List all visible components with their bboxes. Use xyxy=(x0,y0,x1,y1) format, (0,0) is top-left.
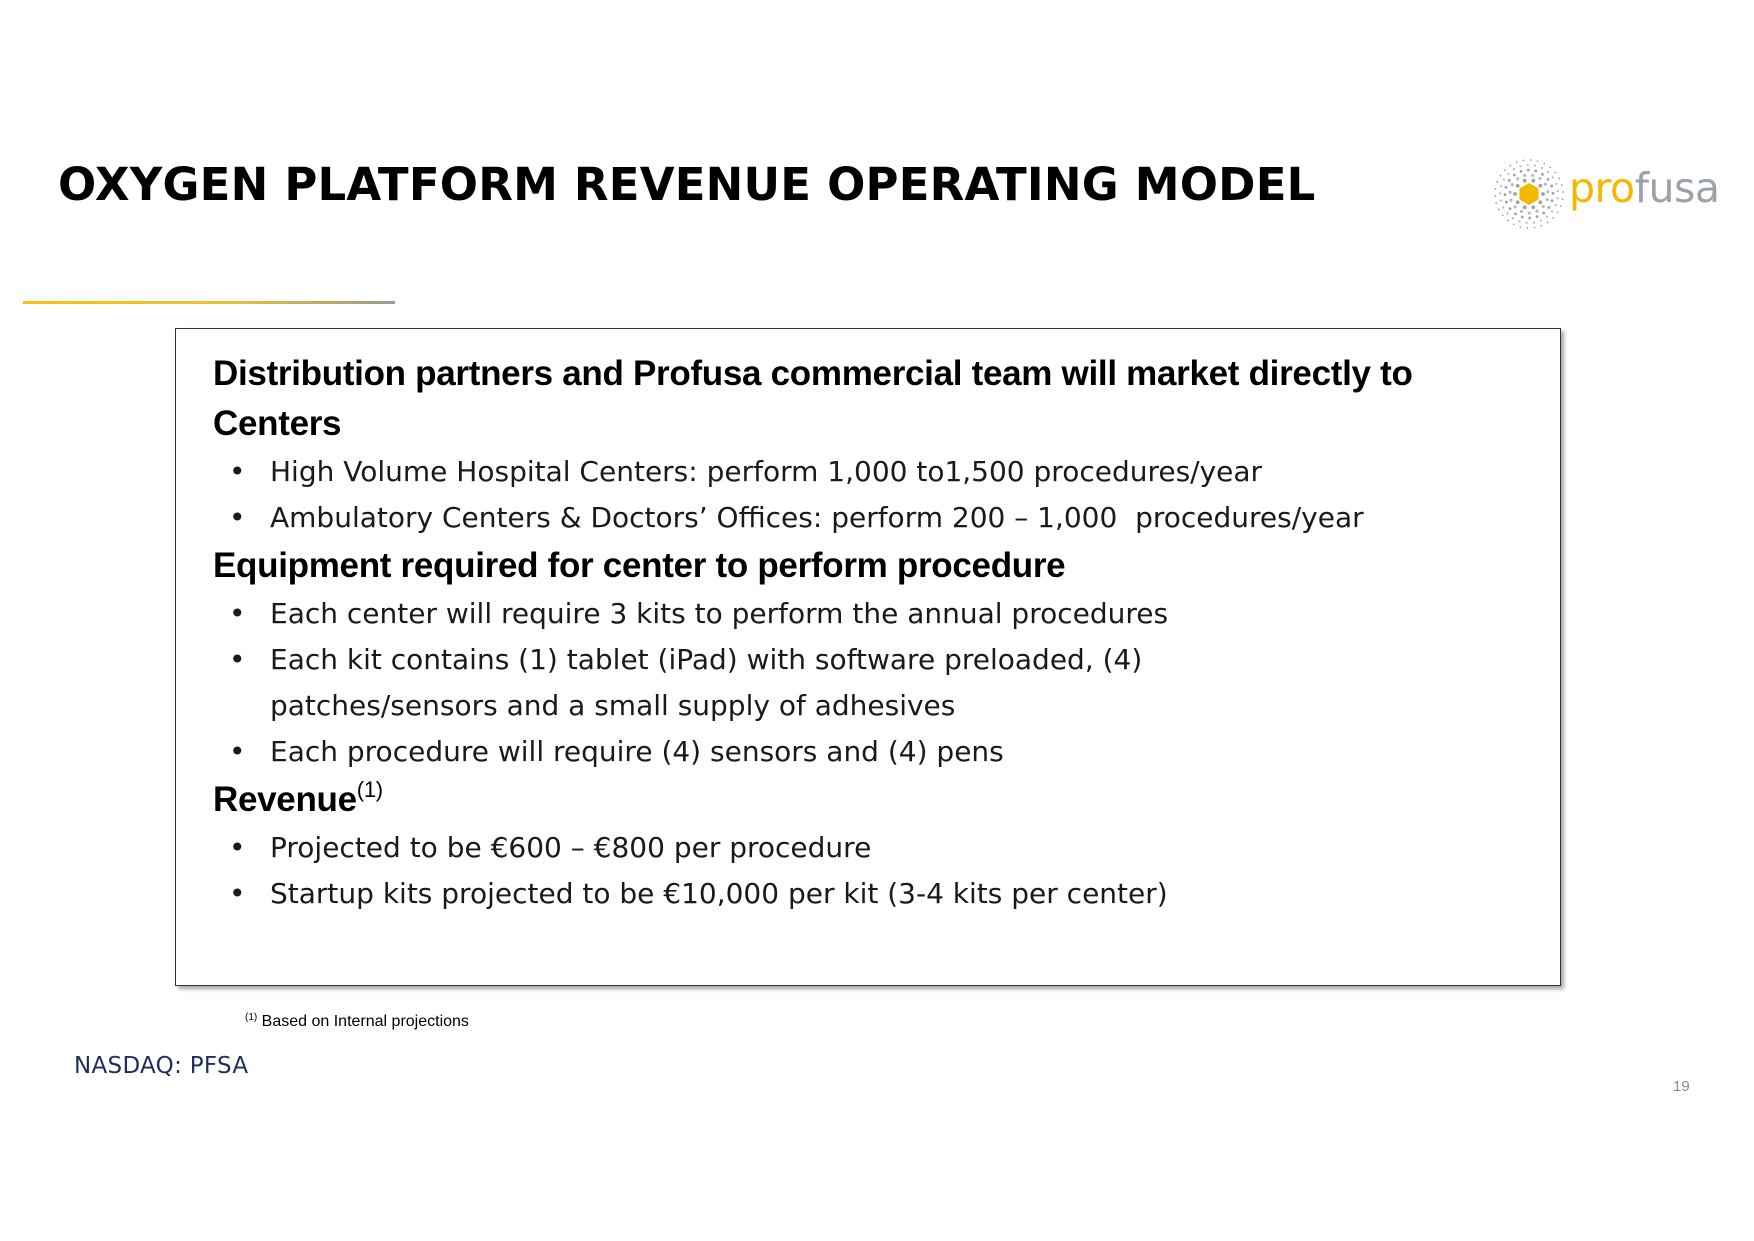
logo-dot xyxy=(1534,227,1536,229)
section-heading-text: Revenue xyxy=(213,780,357,819)
logo-dot xyxy=(1531,205,1535,209)
logo-text-pro: pro xyxy=(1569,164,1635,212)
logo-dot xyxy=(1520,170,1523,173)
logo-dot xyxy=(1542,205,1545,208)
logo-dot xyxy=(1513,205,1516,208)
logo-dot xyxy=(1547,178,1550,181)
logo-dot xyxy=(1523,179,1527,183)
logo-dot xyxy=(1495,188,1497,190)
logo-dot xyxy=(1552,217,1554,219)
page-number: 19 xyxy=(1673,1078,1690,1095)
logo-dot xyxy=(1500,199,1502,201)
footnote-marker: (1) xyxy=(356,777,383,802)
bullet-text: Each kit contains (1) tablet (iPad) with software preloaded, (4) patches/sensors and a small supply of adhesives xyxy=(270,643,1143,722)
title-accent-line xyxy=(23,301,395,304)
logo-dot xyxy=(1508,179,1511,182)
content-box xyxy=(175,328,1561,986)
bullet-list xyxy=(213,591,1520,775)
logo-dot xyxy=(1535,210,1538,213)
logo-dot xyxy=(1496,181,1498,183)
section-heading: Distribution partners and Profusa commercial team will market directly to Centers xyxy=(213,354,1413,443)
logo-dot xyxy=(1512,217,1514,219)
logo-dot xyxy=(1504,193,1507,196)
logo-dot xyxy=(1507,220,1509,222)
logo-dot xyxy=(1555,183,1557,185)
logo-dot xyxy=(1557,212,1559,214)
logo-dot xyxy=(1500,185,1502,187)
logo-hexagon xyxy=(1519,183,1538,205)
logo-dot xyxy=(1513,168,1515,170)
logo-dot xyxy=(1521,216,1524,219)
slide-title: OXYGEN PLATFORM REVENUE OPERATING MODEL xyxy=(58,158,1316,211)
logo-dot xyxy=(1551,199,1554,202)
logo-dot xyxy=(1518,220,1520,222)
logo-dot xyxy=(1523,174,1526,177)
logo-dot xyxy=(1516,200,1520,204)
logo-dot xyxy=(1536,215,1539,218)
logo-dot xyxy=(1506,212,1508,214)
bullet-list xyxy=(213,825,1520,917)
logo-dot xyxy=(1541,192,1545,196)
logo-dot xyxy=(1516,177,1519,180)
logo-dot xyxy=(1508,191,1511,194)
bullet-item xyxy=(213,637,1520,729)
logo-dot xyxy=(1514,212,1517,215)
logo-dot xyxy=(1498,209,1500,211)
logo-dot xyxy=(1541,173,1544,176)
logo-dot xyxy=(1504,169,1506,171)
footnote xyxy=(245,1013,469,1031)
logo-dot xyxy=(1562,198,1564,200)
logo-dot xyxy=(1509,198,1512,201)
logo-dot xyxy=(1528,217,1531,220)
profusa-hexagon-logo-icon xyxy=(1493,158,1565,230)
section-heading: Equipment required for center to perform procedure xyxy=(213,546,1066,585)
logo-dot xyxy=(1530,159,1532,161)
logo-dot xyxy=(1562,191,1564,193)
logo-dot xyxy=(1540,219,1542,221)
logo-dot xyxy=(1534,170,1537,173)
logo-dot xyxy=(1495,202,1497,204)
logo-dot xyxy=(1507,173,1509,175)
bullet-item xyxy=(213,449,1520,495)
logo-dot xyxy=(1516,161,1518,163)
bullet-item xyxy=(213,591,1520,637)
logo-dot xyxy=(1523,205,1527,209)
logo-dot xyxy=(1531,174,1534,177)
bullet-item xyxy=(213,729,1520,775)
logo-dot xyxy=(1540,225,1542,227)
logo-dot xyxy=(1538,177,1541,180)
logo-dot xyxy=(1547,206,1550,209)
logo-dot xyxy=(1528,211,1531,214)
logo-dot xyxy=(1502,206,1504,208)
logo-dot xyxy=(1499,192,1501,194)
logo-dot xyxy=(1549,167,1551,169)
logo-dot xyxy=(1511,183,1514,186)
section-equipment xyxy=(213,541,1520,775)
logo-dot xyxy=(1505,186,1508,189)
logo-dot xyxy=(1527,164,1529,166)
logo-dot xyxy=(1502,215,1504,217)
logo-dot xyxy=(1534,164,1536,166)
logo-dot xyxy=(1503,178,1505,180)
bullet-item xyxy=(213,871,1520,917)
logo-dot xyxy=(1513,192,1517,196)
logo-dot xyxy=(1533,221,1535,223)
logo-dot xyxy=(1519,165,1521,167)
bullet-text: Ambulatory Centers & Doctors’ Offices: perform 200 – 1,000 procedures/year xyxy=(270,501,1364,534)
section-heading xyxy=(213,775,1520,825)
logo-dot xyxy=(1546,216,1548,218)
bullet-text: High Volume Hospital Centers: perform 1,000 to1,500 procedures/year xyxy=(270,455,1263,488)
logo-dot xyxy=(1513,174,1516,177)
section-revenue xyxy=(213,775,1520,917)
logo-dot xyxy=(1523,160,1525,162)
logo-dot xyxy=(1542,212,1545,215)
logo-dot xyxy=(1544,183,1547,186)
bullet-text: Each procedure will require (4) sensors and (4) pens xyxy=(270,735,1004,768)
section-distribution xyxy=(213,349,1520,541)
logo-dot xyxy=(1557,197,1559,199)
logo-text-fusa: fusa xyxy=(1634,164,1720,212)
logo-dot xyxy=(1500,175,1502,177)
ticker-symbol: NASDAQ: PFSA xyxy=(74,1053,249,1079)
logo-dot xyxy=(1520,210,1523,213)
bullet-list xyxy=(213,449,1520,541)
logo-dot xyxy=(1546,198,1549,201)
logo-dot xyxy=(1516,184,1520,188)
logo-dot xyxy=(1509,207,1512,210)
logo-dot xyxy=(1555,204,1557,206)
logo-dot xyxy=(1550,185,1553,188)
logo-dot xyxy=(1494,195,1496,197)
logo-dot xyxy=(1538,184,1542,188)
footnote-marker: (1) xyxy=(245,1012,258,1023)
logo-dot xyxy=(1551,210,1553,212)
footnote-text: Based on Internal projections xyxy=(257,1013,469,1030)
logo-dot xyxy=(1538,200,1542,204)
logo-dot xyxy=(1552,176,1554,178)
logo-dot xyxy=(1531,179,1535,183)
logo-dot xyxy=(1541,167,1543,169)
logo-dot xyxy=(1561,184,1563,186)
bullet-text: Startup kits projected to be €10,000 per kit (3-4 kits per center) xyxy=(270,877,1168,910)
logo-dot xyxy=(1554,172,1556,174)
logo-dot xyxy=(1513,223,1515,225)
bullet-item xyxy=(213,495,1520,541)
logo-dot xyxy=(1557,190,1559,192)
logo-wordmark xyxy=(1569,164,1719,212)
logo-dot xyxy=(1519,226,1521,228)
bullet-text: Each center will require 3 kits to perform the annual procedures xyxy=(270,597,1169,630)
profusa-logo xyxy=(1493,158,1720,230)
logo-dot xyxy=(1560,205,1562,207)
logo-dot xyxy=(1558,178,1560,180)
bullet-item xyxy=(213,825,1520,871)
logo-dot xyxy=(1547,171,1549,173)
logo-dot xyxy=(1552,192,1555,195)
logo-dot xyxy=(1546,190,1549,193)
logo-dot xyxy=(1547,222,1549,224)
logo-dot xyxy=(1505,201,1508,204)
bullet-text: Projected to be €600 – €800 per procedure xyxy=(270,831,872,864)
logo-dot xyxy=(1525,222,1527,224)
logo-dot xyxy=(1537,160,1539,162)
logo-dot xyxy=(1526,227,1528,229)
logo-dot xyxy=(1509,165,1511,167)
logo-dot xyxy=(1543,163,1545,165)
logo-dot xyxy=(1527,169,1530,172)
